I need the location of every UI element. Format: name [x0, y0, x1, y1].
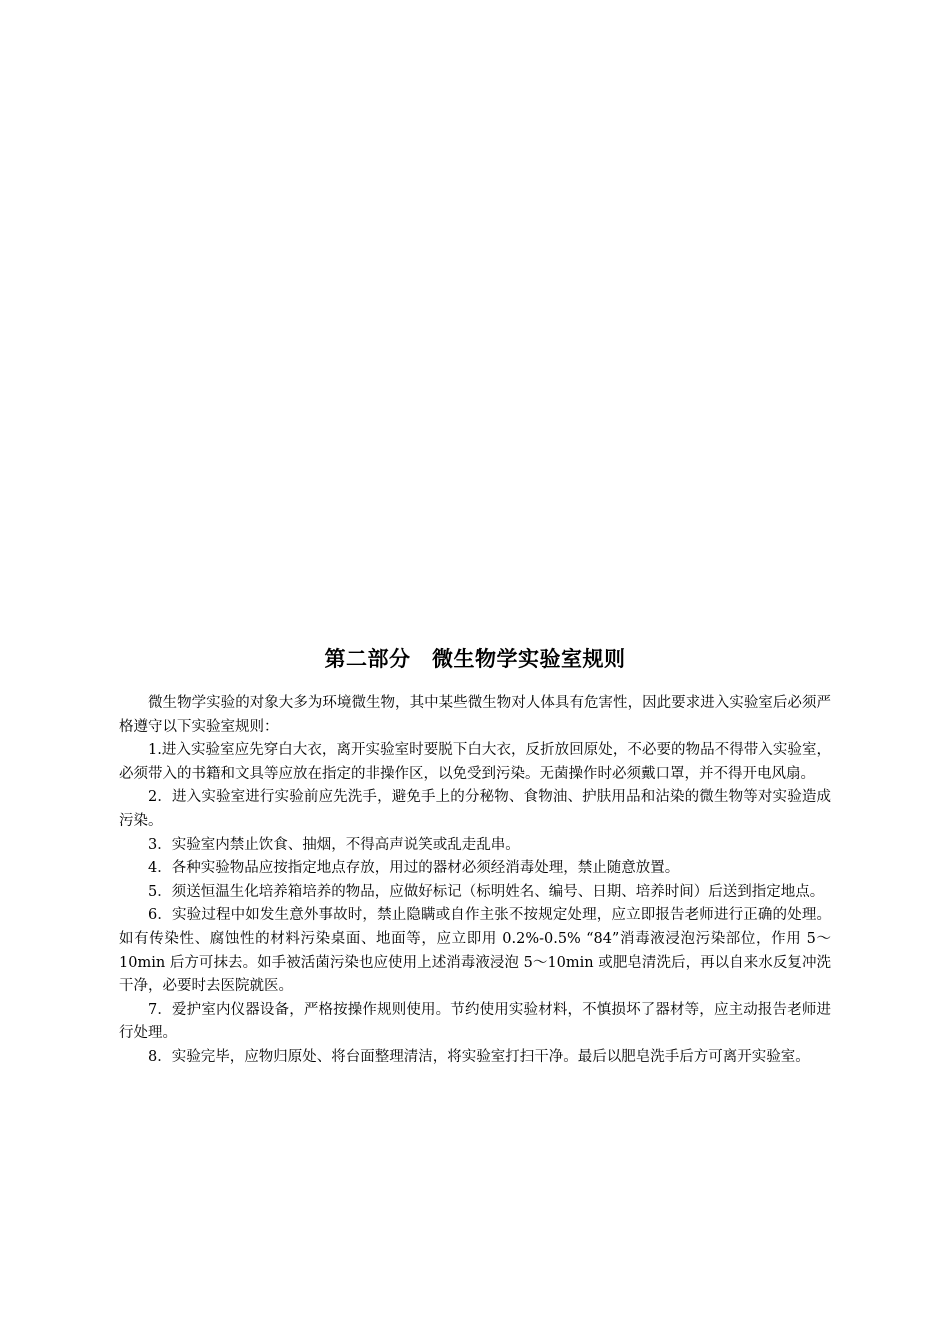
section-title: 第二部分 微生物学实验室规则: [324, 647, 626, 671]
rule-5: 5．须送恒温生化培养箱培养的物品，应做好标记（标明姓名、编号、日期、培养时间）后送到指定地点。: [148, 883, 825, 900]
rule-1: 1.进入实验室应先穿白大衣，离开实验室时要脱下白大衣，反折放回原处，不必要的物品不得带入实验室，必须带入的书籍和文具等应放在指定的非操作区，以免受到污染。无菌操作时必须戴口罩，并不得开电风扇。: [119, 742, 831, 782]
rule-6: 6．实验过程中如发生意外事故时，禁止隐瞒或自作主张不按规定处理，应立即报告老师进行正确的处理。如有传染性、腐蚀性的材料污染桌面、地面等，应立即用 0.2%-0.5% “84”消毒液浸泡污染部位，作用 5～10min 后方可抹去。如手被活菌污染也应使用上述消毒液浸泡 5～10min 或肥皂清洗后，再以自来水反复冲洗干净，必要时去医院就医。: [119, 907, 831, 995]
rules-body: [119, 692, 831, 1070]
rule-3: 3．实验室内禁止饮食、抽烟，不得高声说笑或乱走乱串。: [148, 836, 520, 853]
rule-2: 2．进入实验室进行实验前应先洗手，避免手上的分秘物、食物油、护肤用品和沾染的微生物等对实验造成污染。: [119, 789, 831, 829]
rule-4: 4．各种实验物品应按指定地点存放，用过的器材必须经消毒处理，禁止随意放置。: [148, 860, 680, 877]
intro-paragraph: 微生物学实验的对象大多为环境微生物，其中某些微生物对人体具有危害性，因此要求进入实验室后必须严格遵守以下实验室规则：: [119, 695, 831, 735]
rule-8: 8．实验完毕，应物归原处、将台面整理清洁，将实验室打扫干净。最后以肥皂洗手后方可离开实验室。: [148, 1048, 810, 1065]
rule-7: 7．爱护室内仪器设备，严格按操作规则使用。节约使用实验材料，不慎损坏了器材等，应主动报告老师进行处理。: [119, 1001, 831, 1042]
